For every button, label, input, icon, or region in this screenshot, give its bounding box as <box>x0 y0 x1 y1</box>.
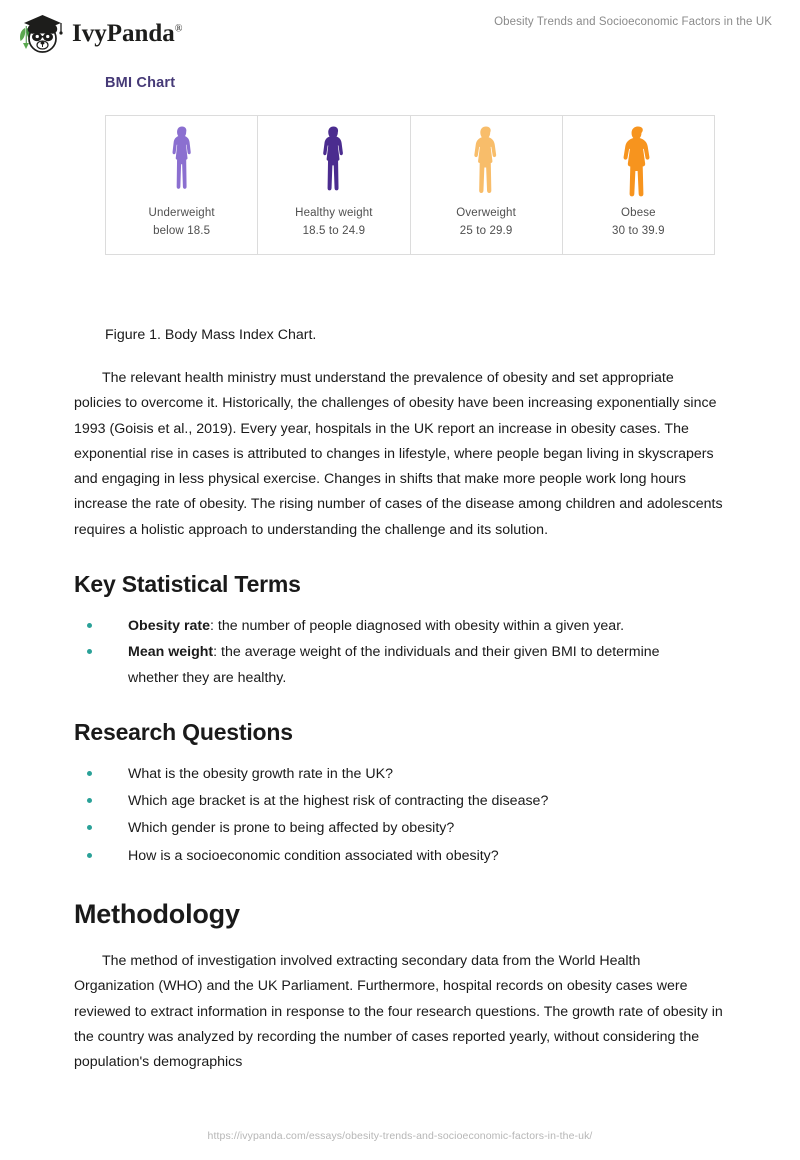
intro-paragraph <box>74 366 724 543</box>
bmi-label: Underweight <box>148 207 215 219</box>
brand-name <box>72 21 182 46</box>
bmi-range: 30 to 39.9 <box>612 225 665 237</box>
bmi-range: 25 to 29.9 <box>459 225 513 237</box>
body-silhouette-slim-icon <box>167 125 197 197</box>
research-questions-list <box>0 762 700 869</box>
key-term-definition: : the average weight of the individuals and their given BMI to determine whether they are healthy. <box>128 644 660 686</box>
bmi-range: below 18.5 <box>153 225 211 237</box>
research-question-text: How is a socioeconomic condition associated with obesity? <box>128 847 499 864</box>
bullet-dot-icon <box>87 623 92 628</box>
list-item <box>0 614 700 639</box>
running-title: Obesity Trends and Socioeconomic Factors in the UK <box>494 16 772 28</box>
body-silhouette-healthy-icon <box>317 125 350 197</box>
page-header <box>0 0 800 62</box>
list-item <box>0 762 700 787</box>
brand[interactable] <box>14 10 182 56</box>
list-item <box>0 640 700 691</box>
heading-key-statistical-terms: Key Statistical Terms <box>74 570 301 597</box>
research-question-text: What is the obesity growth rate in the UK? <box>128 765 393 782</box>
methodology-paragraph-text: The method of investigation involved extracting secondary data from the World Health Organization (WHO) and the UK Parliament. Furthermore, hospital records on obesity cases were reviewed to extract information in response to the four research questions. The growth rate of obesity in the country was analyzed by recording the number of cases reported yearly, without considering the population's demographics <box>74 952 723 1071</box>
figure-caption: Figure 1. Body Mass Index Chart. <box>105 327 317 343</box>
brand-name-text: IvyPanda <box>72 19 175 47</box>
body-silhouette-overweight-icon <box>468 125 504 197</box>
bullet-dot-icon <box>87 771 92 776</box>
document-content <box>0 62 800 1075</box>
key-term-name: Obesity rate <box>128 617 211 634</box>
bullet-dot-icon <box>87 798 92 803</box>
methodology-paragraph <box>74 949 724 1075</box>
heading-research-questions: Research Questions <box>74 718 293 745</box>
key-term-definition: : the number of people diagnosed with obesity within a given year. <box>210 617 625 634</box>
bullet-dot-icon <box>87 853 92 858</box>
intro-paragraph-text: The relevant health ministry must understand the prevalence of obesity and set appropriate policies to overcome it. Historically, the challenges of obesity have been increasing exponentially since 1993 (Goisis et al., 2019). Every year, hospitals in the UK report an increase in obesity cases. The exponential rise in cases is attributed to changes in lifestyle, where people began living in skyscrapers and engaging in less physical exercise. Changes in shifts that make more people work long hours increase the rate of obesity. The rising number of cases of the disease among children and adolescents requires a holistic approach to understanding the challenge and its solution. <box>74 370 723 538</box>
brand-registered-mark: ® <box>174 23 183 35</box>
list-item <box>0 789 700 814</box>
bmi-range: 18.5 to 24.9 <box>302 225 366 237</box>
bmi-chart-figure <box>105 115 715 255</box>
panda-graduate-logo-icon <box>14 10 66 56</box>
heading-methodology: Methodology <box>74 898 240 929</box>
bmi-chart-subheading: BMI Chart <box>105 75 176 91</box>
list-item <box>0 816 700 841</box>
footer-url[interactable]: https://ivypanda.com/essays/obesity-trends-and-socioeconomic-factors-in-the-uk/ <box>207 1130 593 1142</box>
research-question-text: Which gender is prone to being affected by obesity? <box>128 820 455 837</box>
body-silhouette-obese-icon <box>617 125 659 197</box>
bmi-label: Overweight <box>456 207 516 219</box>
key-term-name: Mean weight <box>128 644 214 661</box>
research-question-text: Which age bracket is at the highest risk of contracting the disease? <box>128 793 549 810</box>
bmi-cell-healthy-weight <box>258 116 410 254</box>
bmi-cell-underweight <box>106 116 258 254</box>
bmi-label: Obese <box>621 207 656 219</box>
key-terms-list <box>0 614 700 691</box>
list-item <box>0 844 700 869</box>
bullet-dot-icon <box>87 649 92 654</box>
bmi-cell-obese <box>563 116 714 254</box>
bmi-cell-overweight <box>411 116 563 254</box>
bullet-dot-icon <box>87 825 92 830</box>
bmi-label: Healthy weight <box>295 207 373 219</box>
